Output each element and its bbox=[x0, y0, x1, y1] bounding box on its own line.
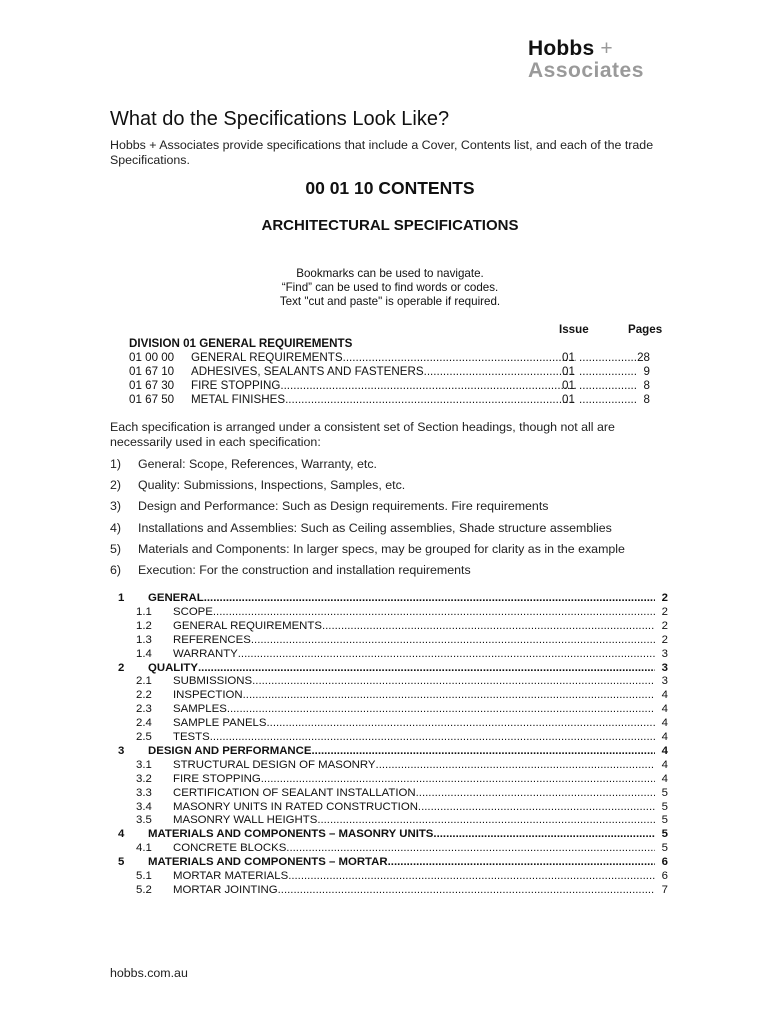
toc-number: 5.2 bbox=[136, 883, 152, 896]
toc-subsection-row bbox=[110, 801, 670, 815]
dot-leader bbox=[376, 759, 655, 771]
body-paragraph: Each specification is arranged under a consistent set of Section headings, though not all are necessarily used in each specification: bbox=[110, 420, 615, 449]
toc-title-with-leader bbox=[173, 759, 655, 771]
list-item-number: 2) bbox=[110, 478, 122, 493]
dot-leader bbox=[579, 365, 637, 378]
toc-page: 3 bbox=[661, 675, 668, 688]
dot-leader bbox=[311, 745, 655, 757]
toc-number: 2.2 bbox=[136, 689, 152, 702]
toc-subsection-row bbox=[110, 870, 670, 884]
toc-title-with-leader bbox=[173, 606, 655, 618]
toc-subsection-row bbox=[110, 884, 670, 898]
intro-paragraph: Hobbs + Associates provide specifications that include a Cover, Contents list, and each of the trade Specifications. bbox=[110, 138, 654, 167]
toc-section-row bbox=[110, 745, 670, 759]
toc-number: 3.3 bbox=[136, 786, 152, 799]
toc-number: 3.2 bbox=[136, 772, 152, 785]
dot-leader bbox=[238, 648, 655, 660]
toc-page: 5 bbox=[661, 786, 668, 799]
dot-leader bbox=[204, 592, 655, 604]
toc-title: MORTAR JOINTING bbox=[173, 883, 278, 896]
dot-leader bbox=[424, 365, 576, 378]
toc-number: 1.1 bbox=[136, 605, 152, 618]
toc-page: 4 bbox=[661, 689, 668, 702]
dot-leader bbox=[286, 842, 655, 854]
toc-title-with-leader bbox=[173, 731, 655, 743]
column-header-pages: Pages bbox=[628, 323, 663, 336]
spec-title-with-leader bbox=[191, 365, 576, 378]
toc-page: 4 bbox=[661, 731, 668, 743]
toc-title: SCOPE bbox=[173, 605, 213, 618]
toc-title: INSPECTION bbox=[173, 689, 243, 702]
toc-title: STRUCTURAL DESIGN OF MASONRY bbox=[173, 758, 376, 771]
toc-number: 4.1 bbox=[136, 842, 152, 855]
dot-leader bbox=[288, 870, 655, 882]
toc-title-with-leader bbox=[173, 884, 655, 896]
dot-leader bbox=[213, 606, 655, 618]
division-row bbox=[129, 393, 650, 407]
toc-number: 2 bbox=[118, 661, 125, 674]
spec-code: 01 67 30 bbox=[129, 379, 175, 392]
toc-number: 1.4 bbox=[136, 647, 152, 660]
toc-subsection-row bbox=[110, 731, 670, 745]
list-item-text: Quality: Submissions, Inspections, Samples, etc. bbox=[138, 478, 406, 493]
column-header-issue: Issue bbox=[559, 323, 589, 336]
toc-title: MORTAR MATERIALS bbox=[173, 870, 289, 882]
toc-section-row bbox=[110, 592, 670, 606]
spec-title-with-leader bbox=[191, 351, 576, 364]
dot-leader bbox=[227, 703, 655, 715]
toc-subsection-row bbox=[110, 675, 670, 689]
toc-title-with-leader bbox=[148, 592, 655, 604]
dot-leader bbox=[388, 856, 655, 868]
list-item-text: Design and Performance: Such as Design requirements. Fire requirements bbox=[138, 499, 549, 514]
dot-leader bbox=[278, 884, 655, 896]
toc-number: 3.1 bbox=[136, 758, 152, 771]
toc-title-with-leader bbox=[173, 634, 655, 646]
toc-title: SAMPLES bbox=[173, 703, 227, 716]
toc-page: 5 bbox=[661, 842, 668, 855]
toc-number: 2.5 bbox=[136, 731, 152, 743]
toc-number: 3.4 bbox=[136, 800, 152, 813]
hobbs-associates-logo bbox=[528, 38, 644, 81]
toc-number: 1.2 bbox=[136, 619, 152, 632]
list-item-number: 1) bbox=[110, 457, 122, 471]
division-row bbox=[129, 379, 650, 393]
toc-page: 4 bbox=[661, 717, 668, 730]
toc-title: MATERIALS AND COMPONENTS – MASONRY UNITS bbox=[148, 828, 434, 841]
dot-leader bbox=[198, 662, 655, 674]
footer-url: hobbs.com.au bbox=[110, 966, 188, 980]
toc-section-row bbox=[110, 828, 670, 842]
dot-leader bbox=[418, 801, 655, 813]
toc-title: MASONRY UNITS IN RATED CONSTRUCTION bbox=[173, 800, 418, 813]
toc-title: REFERENCES bbox=[173, 633, 251, 646]
spec-code: 01 67 50 bbox=[129, 393, 175, 406]
toc-page: 3 bbox=[661, 661, 668, 674]
dot-leader bbox=[251, 634, 655, 646]
dot-leader bbox=[433, 828, 655, 840]
toc-number: 2.3 bbox=[136, 703, 152, 716]
toc-number: 1.3 bbox=[136, 633, 152, 646]
list-item-number: 3) bbox=[110, 499, 122, 514]
dot-leader bbox=[285, 393, 576, 406]
toc-subsection-row bbox=[110, 814, 670, 828]
toc-number: 2.4 bbox=[136, 717, 152, 730]
list-item-text: Materials and Components: In larger specs, may be grouped for clarity as in the example bbox=[138, 541, 625, 556]
list-item-number: 5) bbox=[110, 541, 122, 556]
toc-title-with-leader bbox=[173, 773, 655, 785]
toc-page: 7 bbox=[661, 883, 668, 896]
toc-title: MATERIALS AND COMPONENTS – MORTAR bbox=[148, 856, 388, 869]
toc-subsection-row bbox=[110, 759, 670, 773]
toc-page: 3 bbox=[661, 647, 668, 660]
toc-page: 5 bbox=[661, 800, 668, 813]
contents-title: 00 01 10 CONTENTS bbox=[305, 178, 475, 198]
toc-subsection-row bbox=[110, 773, 670, 787]
toc-page: 2 bbox=[661, 605, 668, 618]
toc-page: 2 bbox=[661, 633, 668, 646]
spec-title: GENERAL REQUIREMENTS bbox=[191, 351, 343, 364]
spec-title: FIRE STOPPING bbox=[191, 379, 281, 392]
section-contents-example bbox=[110, 588, 670, 918]
toc-subsection-row bbox=[110, 842, 670, 856]
note-line: “Find” can be used to find words or codes. bbox=[281, 281, 499, 294]
toc-title-with-leader bbox=[173, 787, 655, 799]
dot-leader bbox=[252, 675, 655, 687]
dot-leader bbox=[579, 379, 637, 392]
division-header: DIVISION 01 GENERAL REQUIREMENTS bbox=[129, 337, 353, 350]
toc-section-row bbox=[110, 662, 670, 676]
spec-issue: 01 bbox=[562, 351, 575, 364]
toc-title-with-leader bbox=[173, 703, 655, 715]
toc-title: WARRANTY bbox=[173, 647, 238, 660]
contents-subtitle: ARCHITECTURAL SPECIFICATIONS bbox=[261, 217, 519, 234]
spec-code: 01 67 10 bbox=[129, 365, 175, 378]
list-item-number: 4) bbox=[110, 520, 122, 535]
list-item-text: Installations and Assemblies: Such as Ceiling assemblies, Shade structure assemblies bbox=[138, 520, 612, 535]
spec-title-with-leader bbox=[191, 379, 576, 392]
list-item-number: 6) bbox=[110, 563, 122, 577]
dot-leader bbox=[343, 351, 576, 364]
dot-leader bbox=[579, 351, 637, 364]
toc-subsection-row bbox=[110, 717, 670, 731]
toc-page: 6 bbox=[661, 870, 668, 882]
toc-section-row bbox=[110, 856, 670, 870]
spec-title: METAL FINISHES bbox=[191, 393, 286, 406]
logo-name: Hobbs bbox=[528, 37, 595, 60]
toc-title: SAMPLE PANELS bbox=[173, 717, 267, 730]
toc-subsection-row bbox=[110, 689, 670, 703]
dot-leader bbox=[416, 787, 655, 799]
division-row bbox=[129, 351, 650, 365]
dot-leader bbox=[261, 773, 655, 785]
dot-leader bbox=[280, 379, 576, 392]
dot-leader bbox=[210, 731, 655, 743]
toc-title-with-leader bbox=[173, 648, 655, 660]
toc-page: 4 bbox=[661, 758, 668, 771]
dot-leader bbox=[243, 689, 655, 701]
contents-example bbox=[110, 168, 670, 416]
toc-title-with-leader bbox=[173, 801, 655, 813]
toc-number: 5.1 bbox=[136, 870, 152, 882]
toc-title: CERTIFICATION OF SEALANT INSTALLATION bbox=[173, 786, 416, 799]
toc-title: TESTS bbox=[173, 731, 210, 743]
dot-leader bbox=[266, 717, 655, 729]
toc-title-with-leader bbox=[173, 620, 655, 632]
toc-title-with-leader bbox=[173, 842, 655, 854]
toc-title-with-leader bbox=[173, 717, 655, 729]
list-item-text: Execution: For the construction and installation requirements bbox=[138, 563, 471, 577]
toc-subsection-row bbox=[110, 634, 670, 648]
toc-number: 1 bbox=[118, 592, 125, 604]
division-row bbox=[129, 365, 650, 379]
toc-page: 4 bbox=[661, 703, 668, 716]
spec-pages: 28 bbox=[637, 351, 650, 364]
toc-title: QUALITY bbox=[148, 661, 198, 674]
toc-title-with-leader bbox=[148, 828, 655, 840]
dot-leader bbox=[579, 393, 637, 406]
toc-subsection-row bbox=[110, 606, 670, 620]
toc-subsection-row bbox=[110, 787, 670, 801]
toc-title: SUBMISSIONS bbox=[173, 675, 253, 688]
toc-title: GENERAL bbox=[148, 592, 204, 604]
toc-title-with-leader bbox=[148, 745, 655, 757]
dot-leader bbox=[317, 814, 655, 826]
toc-number: 4 bbox=[118, 828, 125, 841]
spec-issue: 01 bbox=[562, 365, 575, 378]
spec-title: ADHESIVES, SEALANTS AND FASTENERS bbox=[191, 365, 424, 378]
toc-page: 6 bbox=[661, 856, 668, 869]
toc-page: 2 bbox=[661, 619, 668, 632]
toc-page: 2 bbox=[661, 592, 668, 604]
page-heading: What do the Specifications Look Like? bbox=[110, 108, 450, 130]
toc-title-with-leader bbox=[148, 856, 655, 868]
toc-page: 5 bbox=[661, 814, 668, 827]
toc-subsection-row bbox=[110, 648, 670, 662]
toc-title-with-leader bbox=[173, 814, 655, 826]
logo-plus: + bbox=[600, 37, 613, 60]
toc-title-with-leader bbox=[173, 675, 655, 687]
toc-page: 5 bbox=[661, 828, 668, 841]
toc-number: 5 bbox=[118, 856, 125, 869]
spec-issue: 01 bbox=[562, 379, 575, 392]
toc-subsection-row bbox=[110, 620, 670, 634]
toc-number: 2.1 bbox=[136, 675, 152, 688]
note-line: Bookmarks can be used to navigate. bbox=[296, 267, 484, 280]
toc-title-with-leader bbox=[173, 689, 655, 701]
toc-title: MASONRY WALL HEIGHTS bbox=[173, 814, 318, 827]
toc-title: FIRE STOPPING bbox=[173, 772, 261, 785]
toc-number: 3 bbox=[118, 744, 125, 757]
dot-leader bbox=[322, 620, 655, 632]
spec-pages: 8 bbox=[643, 393, 650, 406]
toc-page: 4 bbox=[661, 744, 668, 757]
spec-issue: 01 bbox=[562, 393, 575, 406]
spec-pages: 8 bbox=[643, 379, 650, 392]
toc-number: 3.5 bbox=[136, 814, 152, 827]
toc-title: DESIGN AND PERFORMANCE bbox=[148, 744, 312, 757]
toc-page: 4 bbox=[661, 772, 668, 785]
spec-code: 01 00 00 bbox=[129, 351, 175, 364]
note-line: Text "cut and paste" is operable if required. bbox=[279, 295, 501, 308]
toc-title: CONCRETE BLOCKS bbox=[173, 842, 287, 855]
spec-pages: 9 bbox=[643, 365, 650, 378]
toc-title: GENERAL REQUIREMENTS bbox=[173, 619, 322, 632]
logo-associates: Associates bbox=[528, 59, 644, 82]
toc-title-with-leader bbox=[173, 870, 655, 882]
toc-subsection-row bbox=[110, 703, 670, 717]
toc-title-with-leader bbox=[148, 662, 655, 674]
list-item-text: General: Scope, References, Warranty, etc. bbox=[138, 457, 377, 471]
spec-title-with-leader bbox=[191, 393, 576, 406]
